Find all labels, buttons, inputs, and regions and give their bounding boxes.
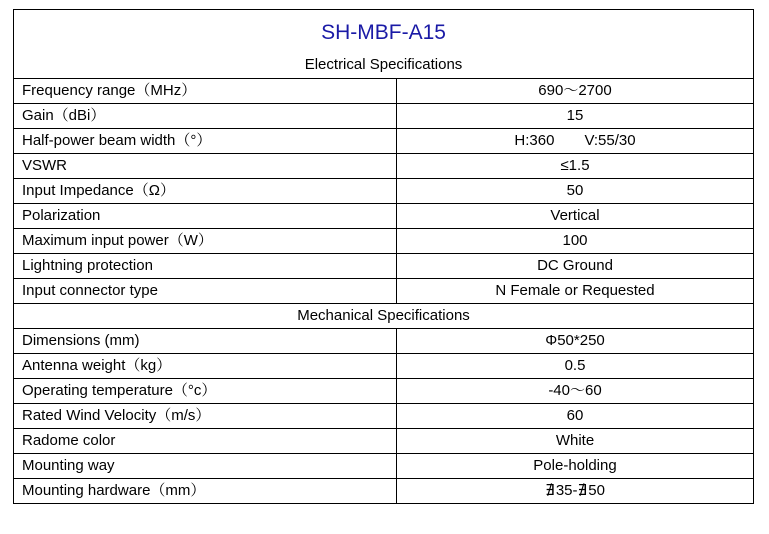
table-row	[14, 229, 754, 254]
spec-label: Operating temperature（°c）	[14, 379, 397, 404]
spec-value: 690～2700	[397, 79, 754, 104]
spec-value: 60	[397, 404, 754, 429]
spec-value: DC Ground	[397, 254, 754, 279]
table-row	[14, 279, 754, 304]
spec-value: 50	[397, 179, 754, 204]
spec-label: Gain（dBi）	[14, 104, 397, 129]
spec-value: White	[397, 429, 754, 454]
spec-label: VSWR	[14, 154, 397, 179]
spec-label: Frequency range（MHz）	[14, 79, 397, 104]
spec-label: Lightning protection	[14, 254, 397, 279]
spec-label: Mounting way	[14, 454, 397, 479]
spec-label: Mounting hardware（mm）	[14, 479, 397, 504]
spec-value: 100	[397, 229, 754, 254]
beam-width-horizontal: H:360	[514, 132, 555, 149]
spec-value: Vertical	[397, 204, 754, 229]
spec-label: Maximum input power（W）	[14, 229, 397, 254]
spec-value: ≤1.5	[397, 154, 754, 179]
electrical-specifications-header: Electrical Specifications	[14, 56, 754, 79]
spec-label: Input connector type	[14, 279, 397, 304]
table-row	[14, 104, 754, 129]
model-title: SH-MBF-A15	[14, 10, 754, 57]
table-row	[14, 179, 754, 204]
table-row	[14, 379, 754, 404]
spec-label: Polarization	[14, 204, 397, 229]
title-row	[14, 10, 754, 57]
table-row	[14, 154, 754, 179]
spec-label: Half-power beam width（°）	[14, 129, 397, 154]
table-row	[14, 429, 754, 454]
beam-width-vertical: V:55/30	[584, 132, 636, 149]
spec-value: -40～60	[397, 379, 754, 404]
spec-value: Φ50*250	[397, 329, 754, 354]
table-row	[14, 204, 754, 229]
spec-value	[397, 129, 754, 154]
spec-value: 15	[397, 104, 754, 129]
spec-value: ∄ 35-∄ 50	[397, 479, 754, 504]
table-row	[14, 129, 754, 154]
table-row	[14, 404, 754, 429]
spec-label: Radome color	[14, 429, 397, 454]
table-row	[14, 254, 754, 279]
spec-label: Dimensions (mm)	[14, 329, 397, 354]
table-row	[14, 479, 754, 504]
electrical-header-row	[14, 56, 754, 79]
spec-value: Pole-holding	[397, 454, 754, 479]
mechanical-header-row	[14, 304, 754, 329]
mechanical-specifications-header: Mechanical Specifications	[14, 304, 754, 329]
table-row	[14, 79, 754, 104]
table-row	[14, 329, 754, 354]
table-row	[14, 454, 754, 479]
spec-value: 0.5	[397, 354, 754, 379]
spec-label: Antenna weight（kg）	[14, 354, 397, 379]
spec-label: Input Impedance（Ω）	[14, 179, 397, 204]
spec-label: Rated Wind Velocity（m/s）	[14, 404, 397, 429]
table-row	[14, 354, 754, 379]
specification-table	[13, 9, 754, 504]
spec-value: N Female or Requested	[397, 279, 754, 304]
